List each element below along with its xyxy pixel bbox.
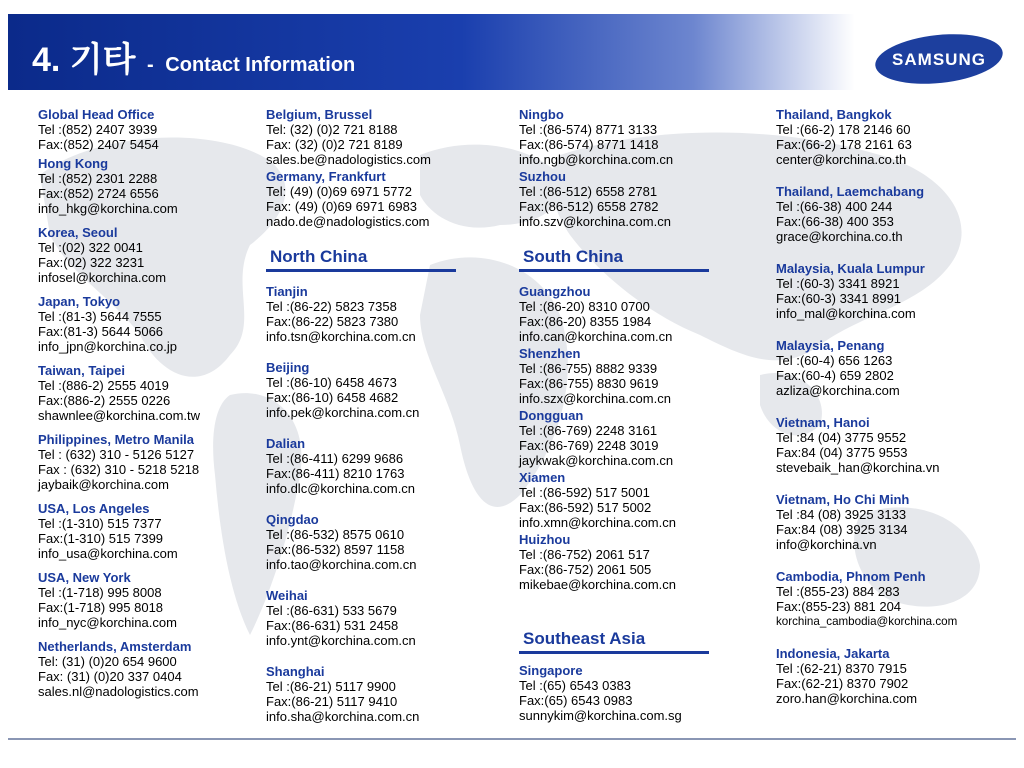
footer-rule — [8, 738, 1016, 740]
title-banner — [8, 14, 1016, 90]
office-entry — [266, 284, 419, 344]
office-entry — [266, 169, 431, 229]
office-fax: Fax:(81-3) 5644 5066 — [38, 324, 164, 339]
office-city: Korea, Seoul — [38, 225, 118, 240]
office-email: info_mal@korchina.com — [776, 306, 916, 321]
office-city: Malaysia, Penang — [776, 338, 885, 353]
region-heading-south-china: South China — [519, 247, 709, 272]
office-email: sales.be@nadologistics.com — [266, 152, 431, 167]
office-email: jaykwak@korchina.com.cn — [519, 453, 674, 468]
office-email: sales.nl@nadologistics.com — [38, 684, 199, 699]
office-entry — [776, 184, 957, 244]
office-entry — [38, 107, 200, 152]
office-email: info.tao@korchina.com.cn — [266, 557, 417, 572]
office-email: info_nyc@korchina.com — [38, 615, 177, 630]
office-city: Cambodia, Phnom Penh — [776, 569, 926, 584]
office-entry — [38, 639, 200, 699]
office-entry — [776, 261, 957, 321]
office-city: Guangzhou — [519, 284, 591, 299]
office-tel: Tel :(86-574) 8771 3133 — [519, 122, 658, 137]
office-tel: Tel :(86-512) 6558 2781 — [519, 184, 658, 199]
office-city: Netherlands, Amsterdam — [38, 639, 192, 654]
office-tel: Tel :(02) 322 0041 — [38, 240, 143, 255]
office-city: Vietnam, Hanoi — [776, 415, 870, 430]
office-city: Global Head Office — [38, 107, 155, 122]
column-3-east-china — [519, 107, 673, 229]
office-city: Hong Kong — [38, 156, 109, 171]
office-entry — [519, 408, 676, 468]
office-tel: Tel :(86-20) 8310 0700 — [519, 299, 650, 314]
office-email: info.can@korchina.com.cn — [519, 329, 673, 344]
office-entry — [776, 415, 957, 475]
office-email: info.ngb@korchina.com.cn — [519, 152, 674, 167]
logo-text: SAMSUNG — [892, 50, 986, 69]
office-tel: Tel :(66-38) 400 244 — [776, 199, 893, 214]
office-city: Thailand, Bangkok — [776, 107, 892, 122]
office-entry — [776, 646, 957, 706]
office-email: jaybaik@korchina.com — [38, 477, 169, 492]
office-fax: Fax: (31) (0)20 337 0404 — [38, 669, 182, 684]
office-fax: Fax:(86-631) 531 2458 — [266, 618, 399, 633]
office-tel: Tel :(86-21) 5117 9900 — [266, 679, 396, 694]
office-fax: Fax:(86-20) 8355 1984 — [519, 314, 652, 329]
office-email: info_jpn@korchina.co.jp — [38, 339, 177, 354]
office-entry — [38, 432, 200, 492]
office-email: zoro.han@korchina.com — [776, 691, 918, 706]
office-tel: Tel :(86-532) 8575 0610 — [266, 527, 405, 542]
office-city: Dongguan — [519, 408, 584, 423]
office-email: info@korchina.vn — [776, 537, 877, 552]
office-tel: Tel :(60-3) 3341 8921 — [776, 276, 900, 291]
page-title — [32, 32, 355, 81]
office-tel: Tel :(1-718) 995 8008 — [38, 585, 162, 600]
office-fax: Fax:(855-23) 881 204 — [776, 599, 902, 614]
office-entry — [519, 663, 682, 723]
office-city: Weihai — [266, 588, 308, 603]
column-2-europe — [266, 107, 431, 229]
office-tel: Tel :(1-310) 515 7377 — [38, 516, 162, 531]
office-entry — [519, 470, 676, 530]
office-city: Taiwan, Taipei — [38, 363, 125, 378]
office-tel: Tel :(86-755) 8882 9339 — [519, 361, 658, 376]
office-city: Germany, Frankfurt — [266, 169, 386, 184]
office-entry — [38, 156, 200, 216]
office-city: Ningbo — [519, 107, 564, 122]
office-entry — [776, 338, 957, 398]
office-fax: Fax:(66-2) 178 2161 63 — [776, 137, 912, 152]
office-fax: Fax: (32) (0)2 721 8189 — [266, 137, 403, 152]
office-email: korchina_cambodia@korchina.com — [776, 615, 958, 628]
column-2-north-china — [266, 284, 419, 740]
office-fax: Fax:(86-411) 8210 1763 — [266, 466, 405, 481]
office-email: info_hkg@korchina.com — [38, 201, 178, 216]
office-email: grace@korchina.co.th — [776, 229, 903, 244]
office-tel: Tel :(66-2) 178 2146 60 — [776, 122, 911, 137]
office-city: Indonesia, Jakarta — [776, 646, 890, 661]
office-email: azliza@korchina.com — [776, 383, 900, 398]
office-entry — [776, 107, 957, 167]
office-tel: Tel :(855-23) 884 283 — [776, 584, 900, 599]
column-4 — [776, 107, 957, 723]
office-city: Shenzhen — [519, 346, 581, 361]
office-fax: Fax : (632) 310 - 5218 5218 — [38, 462, 200, 477]
region-heading-north-china: North China — [266, 247, 456, 272]
office-fax: Fax:(86-532) 8597 1158 — [266, 542, 405, 557]
office-fax: Fax: (49) (0)69 6971 6983 — [266, 199, 418, 214]
office-email: nado.de@nadologistics.com — [266, 214, 430, 229]
column-3-southeast-asia — [519, 663, 682, 723]
office-email: shawnlee@korchina.com.tw — [38, 408, 201, 423]
office-entry — [519, 284, 676, 344]
office-entry — [266, 436, 419, 496]
office-city: Philippines, Metro Manila — [38, 432, 195, 447]
office-fax: Fax:(86-10) 6458 4682 — [266, 390, 399, 405]
office-city: Vietnam, Ho Chi Minh — [776, 492, 910, 507]
column-3-south-china — [519, 284, 676, 594]
office-email: info_usa@korchina.com — [38, 546, 178, 561]
office-city: Japan, Tokyo — [38, 294, 121, 309]
office-fax: Fax:(886-2) 2555 0226 — [38, 393, 171, 408]
office-email: info.szv@korchina.com.cn — [519, 214, 671, 229]
office-city: USA, Los Angeles — [38, 501, 150, 516]
office-email: info.sha@korchina.com.cn — [266, 709, 420, 724]
office-city: Beijing — [266, 360, 310, 375]
office-fax: Fax:(86-752) 2061 505 — [519, 562, 652, 577]
office-entry — [519, 346, 676, 406]
title-text: Contact Information — [165, 54, 356, 76]
office-city: Xiamen — [519, 470, 566, 485]
office-tel: Tel :84 (08) 3925 3133 — [776, 507, 907, 522]
office-tel: Tel :(86-411) 6299 9686 — [266, 451, 404, 466]
office-fax: Fax:84 (08) 3925 3134 — [776, 522, 908, 537]
office-fax: Fax:(852) 2407 5454 — [38, 137, 159, 152]
office-fax: Fax:(86-22) 5823 7380 — [266, 314, 399, 329]
office-entry — [38, 501, 200, 561]
office-fax: Fax:(86-512) 6558 2782 — [519, 199, 659, 214]
office-entry — [266, 664, 419, 724]
office-tel: Tel : (632) 310 - 5126 5127 — [38, 447, 195, 462]
office-tel: Tel :(86-22) 5823 7358 — [266, 299, 397, 314]
office-tel: Tel :(886-2) 2555 4019 — [38, 378, 169, 393]
office-tel: Tel :(65) 6543 0383 — [519, 678, 632, 693]
office-fax: Fax:(66-38) 400 353 — [776, 214, 894, 229]
office-city: Singapore — [519, 663, 583, 678]
office-tel: Tel :(86-631) 533 5679 — [266, 603, 397, 618]
office-tel: Tel :(852) 2301 2288 — [38, 171, 158, 186]
office-entry — [266, 588, 419, 648]
column-1 — [38, 107, 200, 708]
office-fax: Fax:(852) 2724 6556 — [38, 186, 159, 201]
office-entry — [38, 294, 200, 354]
office-entry — [38, 363, 200, 423]
office-tel: Tel :(62-21) 8370 7915 — [776, 661, 907, 676]
office-city: Belgium, Brussel — [266, 107, 373, 122]
office-city: USA, New York — [38, 570, 131, 585]
office-fax: Fax:(86-592) 517 5002 — [519, 500, 652, 515]
office-fax: Fax:(86-21) 5117 9410 — [266, 694, 398, 709]
office-email: infosel@korchina.com — [38, 270, 167, 285]
samsung-logo — [874, 32, 1004, 86]
office-tel: Tel :(86-10) 6458 4673 — [266, 375, 397, 390]
office-email: sunnykim@korchina.com.sg — [519, 708, 682, 723]
title-dash: - — [141, 54, 160, 76]
office-email: stevebaik_han@korchina.vn — [776, 460, 940, 475]
office-city: Huizhou — [519, 532, 571, 547]
office-tel: Tel :(60-4) 656 1263 — [776, 353, 893, 368]
office-fax: Fax:(65) 6543 0983 — [519, 693, 633, 708]
office-entry — [776, 569, 957, 629]
office-fax: Fax:84 (04) 3775 9553 — [776, 445, 908, 460]
title-number: 4. 기타 — [32, 41, 136, 79]
office-email: info.xmn@korchina.com.cn — [519, 515, 676, 530]
office-fax: Fax:(86-755) 8830 9619 — [519, 376, 659, 391]
office-entry — [38, 570, 200, 630]
office-entry — [519, 107, 673, 167]
office-city: Qingdao — [266, 512, 319, 527]
office-fax: Fax:(1-718) 995 8018 — [38, 600, 164, 615]
office-email: info.tsn@korchina.com.cn — [266, 329, 416, 344]
office-email: info.ynt@korchina.com.cn — [266, 633, 416, 648]
office-fax: Fax:(1-310) 515 7399 — [38, 531, 164, 546]
office-entry — [266, 107, 431, 167]
office-entry — [266, 360, 419, 420]
office-email: mikebae@korchina.com.cn — [519, 577, 676, 592]
office-tel: Tel :(81-3) 5644 7555 — [38, 309, 162, 324]
office-city: Suzhou — [519, 169, 566, 184]
office-city: Dalian — [266, 436, 306, 451]
office-entry — [776, 492, 957, 552]
office-fax: Fax:(62-21) 8370 7902 — [776, 676, 909, 691]
office-city: Malaysia, Kuala Lumpur — [776, 261, 925, 276]
office-entry — [519, 532, 676, 592]
office-city: Shanghai — [266, 664, 325, 679]
office-tel: Tel: (31) (0)20 654 9600 — [38, 654, 177, 669]
office-fax: Fax:(60-3) 3341 8991 — [776, 291, 902, 306]
office-email: info.szx@korchina.com.cn — [519, 391, 671, 406]
office-entry — [38, 225, 200, 285]
office-tel: Tel :(852) 2407 3939 — [38, 122, 158, 137]
office-email: info.dlc@korchina.com.cn — [266, 481, 416, 496]
office-entry — [519, 169, 673, 229]
office-tel: Tel :(86-769) 2248 3161 — [519, 423, 658, 438]
office-tel: Tel :(86-592) 517 5001 — [519, 485, 650, 500]
office-fax: Fax:(86-769) 2248 3019 — [519, 438, 659, 453]
office-tel: Tel :(86-752) 2061 517 — [519, 547, 650, 562]
office-fax: Fax:(86-574) 8771 1418 — [519, 137, 659, 152]
region-heading-southeast-asia: Southeast Asia — [519, 629, 709, 654]
office-fax: Fax:(60-4) 659 2802 — [776, 368, 894, 383]
office-tel: Tel: (32) (0)2 721 8188 — [266, 122, 398, 137]
office-email: center@korchina.co.th — [776, 152, 907, 167]
office-city: Tianjin — [266, 284, 308, 299]
office-email: info.pek@korchina.com.cn — [266, 405, 420, 420]
office-tel: Tel: (49) (0)69 6971 5772 — [266, 184, 412, 199]
office-fax: Fax:(02) 322 3231 — [38, 255, 145, 270]
office-entry — [266, 512, 419, 572]
office-tel: Tel :84 (04) 3775 9552 — [776, 430, 907, 445]
office-city: Thailand, Laemchabang — [776, 184, 925, 199]
